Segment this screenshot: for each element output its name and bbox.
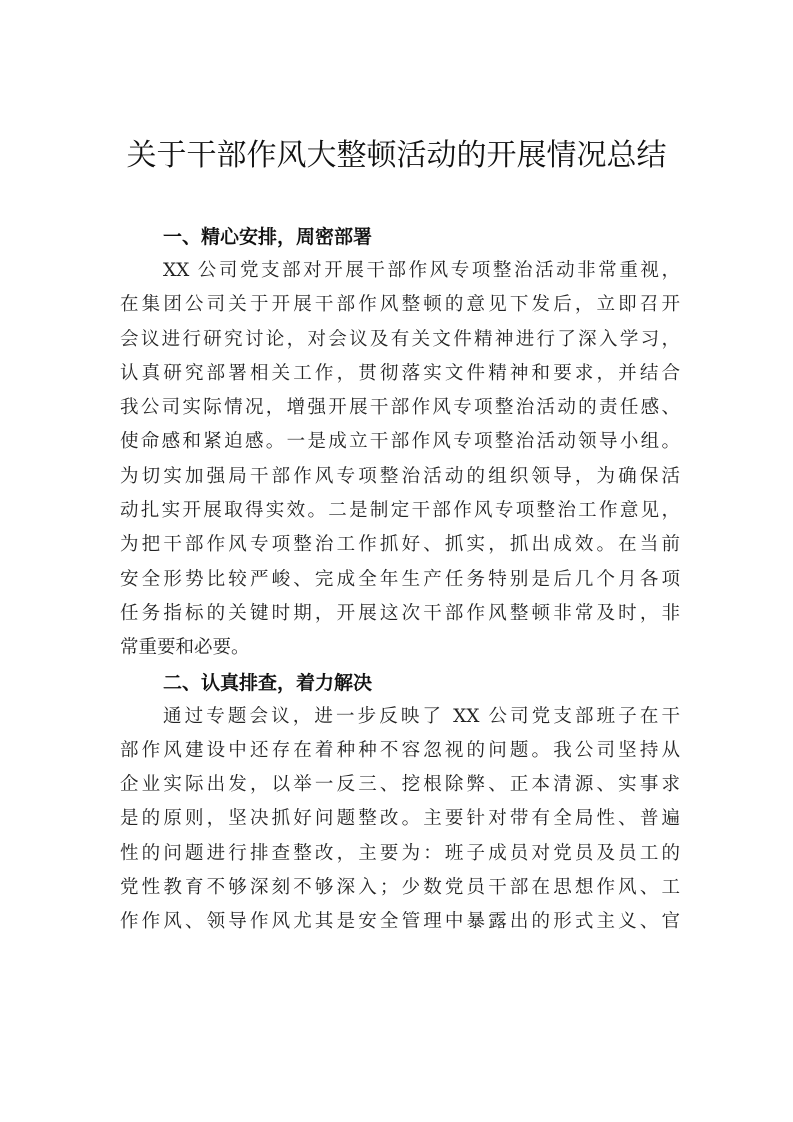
paragraph-line: 性的问题进行排查整改，主要为：班子成员对党员及员工的	[120, 842, 680, 864]
paragraph-line: 是的原则，坚决抓好问题整改。主要针对带有全局性、普遍	[120, 808, 680, 830]
paragraph-line: 认真研究部署相关工作，贯彻落实文件精神和要求，并结合	[120, 362, 680, 384]
paragraph-line: 作作风、领导作风尤其是安全管理中暴露出的形式主义、官	[120, 911, 680, 933]
paragraph-line: 企业实际出发，以举一反三、挖根除弊、正本清源、实事求	[120, 774, 680, 796]
paragraph-line: XX 公司党支部对开展干部作风专项整治活动非常重视，	[163, 260, 680, 281]
paragraph-line: 为把干部作风专项整治工作抓好、抓实，抓出成效。在当前	[120, 534, 680, 556]
paragraph-line: 党性教育不够深刻不够深入；少数党员干部在思想作风、工	[120, 877, 680, 899]
paragraph-line: 任务指标的关键时期，开展这次干部作风整顿非常及时，非	[120, 602, 680, 624]
paragraph-line: 会议进行研究讨论，对会议及有关文件精神进行了深入学习，	[120, 328, 680, 350]
paragraph-line: 通过专题会议，进一步反映了 XX 公司党支部班子在干	[163, 705, 680, 727]
document-body	[120, 220, 680, 940]
paragraph-line: 部作风建设中还存在着种种不容忽视的问题。我公司坚持从	[120, 739, 680, 761]
paragraph-line: 使命感和紧迫感。一是成立干部作风专项整治活动领导小组。	[120, 431, 680, 453]
section-heading-1: 一、精心安排，周密部署	[163, 226, 373, 248]
paragraph-line: 安全形势比较严峻、完成全年生产任务特别是后几个月各项	[120, 568, 680, 590]
paragraph-line: 在集团公司关于开展干部作风整顿的意见下发后，立即召开	[120, 294, 680, 316]
paragraph-line: 常重要和必要。	[120, 637, 250, 659]
paragraph-line: 动扎实开展取得实效。二是制定干部作风专项整治工作意见，	[120, 500, 680, 522]
document-title: 关于干部作风大整顿活动的开展情况总结	[126, 138, 667, 173]
paragraph-line: 为切实加强局干部作风专项整治活动的组织领导，为确保活	[120, 465, 680, 487]
section-heading-2: 二、认真排查，着力解决	[163, 671, 373, 694]
paragraph-line: 我公司实际情况，增强开展干部作风专项整治活动的责任感、	[120, 397, 680, 419]
